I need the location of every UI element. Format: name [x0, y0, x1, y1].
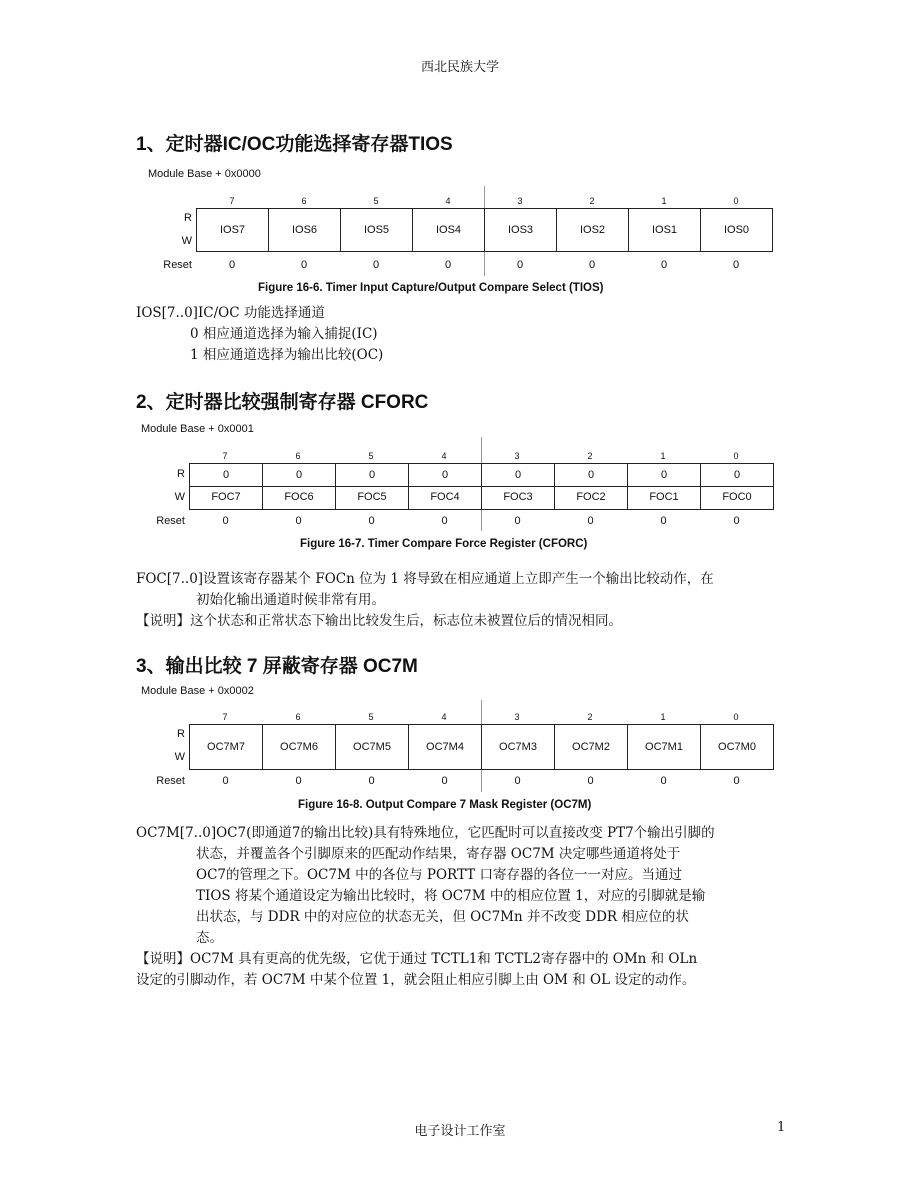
paragraph: OC7M[7..0]OC7(即通道7的输出比较)具有特殊地位，它匹配时可以直接改变 PT7个输出引脚的 [136, 825, 715, 841]
paragraph: FOC[7..0]设置该寄存器某个 FOCn 位为 1 将导致在相应通道上立即产生一个输出比较动作，在 [136, 571, 714, 587]
bit-number: 1 [661, 196, 667, 206]
paragraph: 出状态，与 DDR 中的对应位的状态无关，但 OC7Mn 并不改变 DDR 相应位的状 [196, 909, 689, 925]
bit-number: 6 [301, 196, 307, 206]
bit-number: 7 [222, 451, 228, 461]
row-label-reset: Reset [163, 259, 192, 271]
page-number: 1 [777, 1120, 786, 1135]
bit-cell: OC7M5 [336, 725, 409, 769]
module-base-cforc: Module Base + 0x0001 [141, 423, 254, 435]
paragraph: 态。 [196, 930, 223, 946]
bit-cell: OC7M6 [263, 725, 336, 769]
reset-value: 0 [295, 775, 302, 787]
reset-row [189, 515, 773, 527]
reset-value: 0 [660, 775, 667, 787]
w-row [189, 485, 774, 510]
reset-value: 0 [514, 775, 521, 787]
bit-number: 5 [368, 712, 374, 722]
bit-number: 4 [441, 451, 447, 461]
reset-value: 0 [222, 515, 229, 527]
bit-number: 2 [589, 196, 595, 206]
row-label-w: W [181, 235, 192, 247]
paragraph: OC7的管理之下。OC7M 中的各位与 PORTT 口寄存器的各位一一对应。当通过 [196, 867, 683, 883]
reset-value: 0 [368, 515, 375, 527]
reset-value: 0 [441, 515, 448, 527]
bit-cell: 0 [336, 464, 409, 486]
bit-number: 7 [222, 712, 228, 722]
bit-number: 2 [587, 451, 593, 461]
bit-cell: 0 [409, 464, 482, 486]
paragraph: 1 相应通道选择为输出比较(OC) [190, 347, 384, 363]
bit-cell: IOS5 [341, 209, 413, 251]
module-base-tios: Module Base + 0x0000 [148, 168, 261, 180]
bit-cell: FOC7 [190, 485, 263, 509]
r-row [189, 463, 774, 487]
bit-cell: 0 [628, 464, 701, 486]
bit-cell: IOS2 [557, 209, 629, 251]
bit-number: 0 [733, 712, 739, 722]
bit-number: 4 [445, 196, 451, 206]
reset-row [196, 259, 772, 271]
row-label-reset: Reset [156, 515, 185, 527]
reset-value: 0 [660, 515, 667, 527]
paragraph: 初始化输出通道时候非常有用。 [196, 592, 385, 608]
module-base-oc7m: Module Base + 0x0002 [141, 685, 254, 697]
bit-cell: OC7M0 [701, 725, 774, 769]
paragraph: IOS[7..0]IC/OC 功能选择通道 [136, 305, 325, 321]
bit-cell: IOS1 [629, 209, 701, 251]
bit-cell: OC7M2 [555, 725, 628, 769]
paragraph: 0 相应通道选择为输入捕捉(IC) [190, 326, 378, 342]
bit-cell: 0 [190, 464, 263, 486]
page-footer: 电子设计工作室 [414, 1124, 506, 1139]
figure-caption-tios: Figure 16-6. Timer Input Capture/Output Compare Select (TIOS) [258, 282, 604, 294]
bit-number: 5 [373, 196, 379, 206]
row-label-r: R [177, 728, 185, 740]
reset-value: 0 [441, 775, 448, 787]
bit-cell: IOS4 [413, 209, 485, 251]
bit-cell: 0 [555, 464, 628, 486]
bit-cell: OC7M1 [628, 725, 701, 769]
bit-cell: FOC2 [555, 485, 628, 509]
reset-value: 0 [228, 259, 236, 271]
reset-row [189, 775, 773, 787]
row-label-reset: Reset [156, 775, 185, 787]
bit-cell: FOC4 [409, 485, 482, 509]
rw-row [196, 208, 773, 252]
reset-value: 0 [516, 259, 524, 271]
bit-cell: IOS3 [485, 209, 557, 251]
paragraph: 【说明】OC7M 具有更高的优先级，它优于通过 TCTL1和 TCTL2寄存器中的 OMn 和 OLn [136, 951, 698, 967]
page-header: 西北民族大学 [420, 60, 499, 75]
bit-number: 1 [660, 712, 666, 722]
reset-value: 0 [587, 775, 594, 787]
reset-value: 0 [372, 259, 380, 271]
section-3-heading: 3、输出比较 7 屏蔽寄存器 OC7M [136, 656, 418, 677]
paragraph: 【说明】这个状态和正常状态下输出比较发生后，标志位未被置位后的情况相同。 [136, 613, 622, 629]
bit-cell: FOC1 [628, 485, 701, 509]
bit-cell: FOC0 [701, 485, 774, 509]
reset-value: 0 [295, 515, 302, 527]
figure-caption-cforc: Figure 16-7. Timer Compare Force Register (CFORC) [300, 538, 588, 550]
bit-number: 3 [517, 196, 523, 206]
bit-number: 0 [733, 451, 739, 461]
row-label-r: R [177, 468, 185, 480]
row-label-w: W [174, 491, 185, 503]
register-diagram-cforc [129, 451, 789, 531]
bit-cell: OC7M3 [482, 725, 555, 769]
bit-cell: IOS7 [197, 209, 269, 251]
reset-value: 0 [222, 775, 229, 787]
bit-number: 3 [514, 712, 520, 722]
reset-value: 0 [444, 259, 452, 271]
reset-value: 0 [368, 775, 375, 787]
row-label-w: W [174, 751, 185, 763]
section-2-heading: 2、定时器比较强制寄存器 CFORC [136, 392, 429, 413]
bit-number: 0 [733, 196, 739, 206]
register-diagram-oc7m [129, 712, 789, 792]
reset-value: 0 [733, 775, 740, 787]
paragraph: 状态，并覆盖各个引脚原来的匹配动作结果，寄存器 OC7M 决定哪些通道将处于 [196, 846, 681, 862]
figure-caption-oc7m: Figure 16-8. Output Compare 7 Mask Register (OC7M) [298, 799, 592, 811]
bit-cell: 0 [701, 464, 774, 486]
bit-number: 2 [587, 712, 593, 722]
reset-value: 0 [587, 515, 594, 527]
bit-number: 1 [660, 451, 666, 461]
bit-number: 3 [514, 451, 520, 461]
row-label-r: R [184, 212, 192, 224]
section-1-heading: 1、定时器IC/OC功能选择寄存器TIOS [136, 134, 453, 155]
bit-number: 4 [441, 712, 447, 722]
bit-cell: FOC3 [482, 485, 555, 509]
paragraph: TIOS 将某个通道设定为输出比较时，将 OC7M 中的相应位置 1，对应的引脚就是输 [196, 888, 706, 904]
bit-cell: IOS0 [701, 209, 773, 251]
bit-number: 5 [368, 451, 374, 461]
bit-cell: FOC5 [336, 485, 409, 509]
rw-row [189, 724, 774, 770]
bit-cell: OC7M4 [409, 725, 482, 769]
bit-cell: 0 [263, 464, 336, 486]
reset-value: 0 [660, 259, 668, 271]
register-diagram-tios [136, 196, 796, 276]
paragraph: 设定的引脚动作，若 OC7M 中某个位置 1，就会阻止相应引脚上由 OM 和 OL 设定的动作。 [136, 972, 696, 988]
bit-number: 6 [295, 451, 301, 461]
reset-value: 0 [732, 259, 740, 271]
bit-cell: IOS6 [269, 209, 341, 251]
bit-number: 6 [295, 712, 301, 722]
reset-value: 0 [300, 259, 308, 271]
bit-cell: 0 [482, 464, 555, 486]
reset-value: 0 [588, 259, 596, 271]
reset-value: 0 [733, 515, 740, 527]
bit-cell: OC7M7 [190, 725, 263, 769]
bit-number: 7 [229, 196, 235, 206]
reset-value: 0 [514, 515, 521, 527]
bit-cell: FOC6 [263, 485, 336, 509]
